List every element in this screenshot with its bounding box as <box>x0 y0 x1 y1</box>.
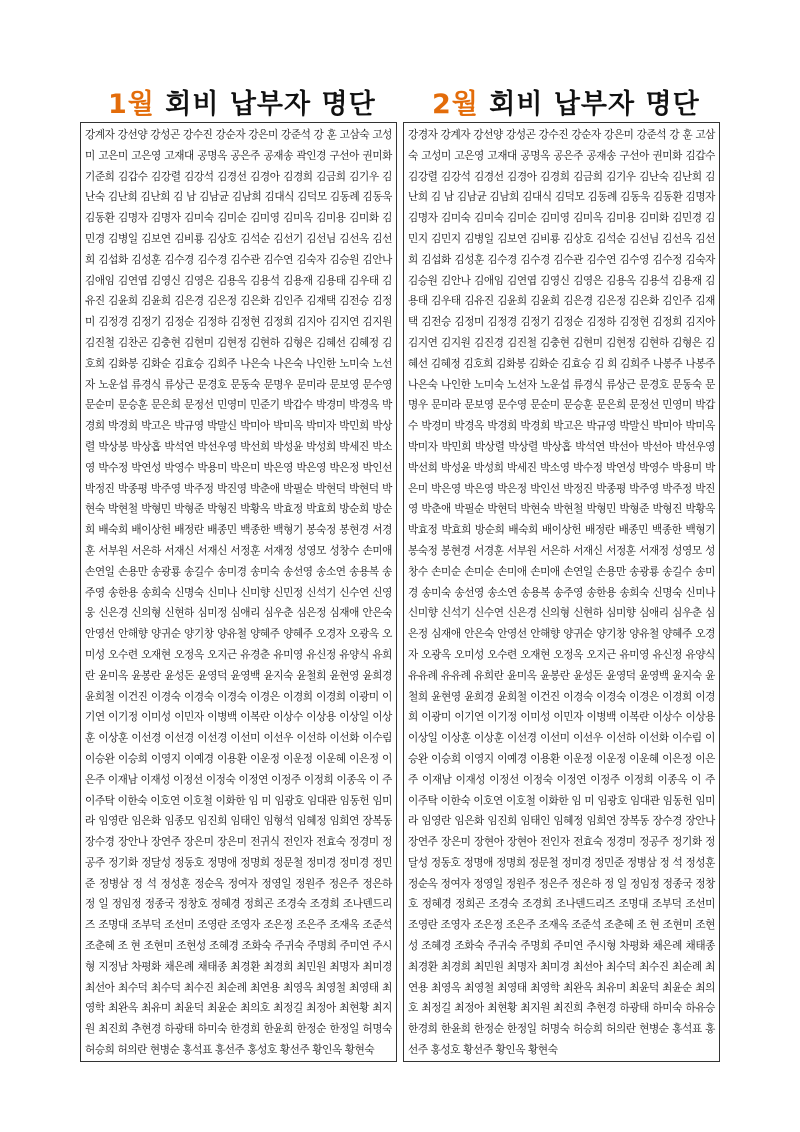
february-month-label: 2월 <box>432 89 479 120</box>
february-name-box <box>403 122 720 1062</box>
february-title-text: 회비 납부자 명단 <box>489 89 700 120</box>
january-name-list: 강계자 강선양 강성곤 강수진 강순자 강은미 강준석 강 훈 고삼숙 고성미 고은미 고은영 고재대 공명옥 공은주 공재송 곽인경 구선아 권미화 기준희 김갑수 김강렬 김강석 김경선 김경아 김경희 김금희 김기우 김난숙 김난희 김난희 김 남 김남균 김남희 김대식 김덕모 김동례 김동욱 김동환 김명자 김명자 김미숙 김미순 김미영 김미옥 김미용 김미화 김민경 김병일 김보연 김비룡 김상호 김석순 김선기 김선님 김선옥 김선희 김섭화 김성훈 김수경 김수경 김수관 김수연 김숙자 김승원 김안나 김애임 김연엽 김영신 김영은 김용옥 김용석 김용재 김용태 김우태 김유진 김윤희 김윤희 김은경 김은정 김은화 김인주 김재택 김전승 김정미 김정경 김정기 김정순 김정하 김정현 김정희 김지아 김지연 김지원 김진철 김찬곤 김충현 김현미 김현정 김현하 김형은 김혜선 김혜정 김호희 김화봉 김화순 김효승 김희주 나은숙 나은숙 나인한 노미숙 노선자 노운섭 류경식 류상근 문경호 문동숙 문명우 문미라 문보영 문수영 문순미 문승훈 문은희 문정선 민영미 민준기 박갑수 박경미 박경옥 박경희 박경희 박고은 박규영 박말신 박미아 박미옥 박미자 박민희 박상렬 박상봉 박상홉 박석연 박선우영 박선희 박성윤 박성희 박세진 박소영 박수정 박연성 박영수 박용미 박은미 박은영 박은영 박은정 박인선 박정진 박종평 박주영 박주정 박진영 박춘애 박필순 박현덕 박현덕 박현숙 박현철 박형민 박형준 박형진 박황옥 박효정 박효희 방순희 방순희 배숙희 배이상헌 배정란 배종민 백종한 백형기 봉숙정 봉현경 서경훈 서부원 서은하 서재신 서재신 서정훈 서재정 성영모 성창수 손미애 손연일 손용만 송광룡 송길수 송미경 송미숙 송선영 송소연 송용복 송주영 송한용 송희숙 신명숙 신미나 신미향 신민정 신석기 신수연 신영웅 신은경 신의형 신현하 심미정 심애리 심우춘 심은정 심재애 안은숙 안영선 안해향 양귀순 양기창 양유철 양혜주 양혜주 오경자 오광옥 오미성 오수련 오재현 오정옥 오지근 유경춘 유미영 유신정 유양식 유희란 윤미옥 윤봉란 윤성돈 윤영덕 윤영백 윤지숙 윤철희 윤현영 윤희경 윤희철 이건진 이경숙 이경숙 이경숙 이경은 이경희 이경희 이광미 이기연 이기정 이미성 이민자 이병백 이복란 이상수 이상용 이상일 이상훈 이상훈 이선경 이선경 이선경 이선미 이선우 이선하 이선화 이수림 이승완 이승희 이영지 이예경 이용환 이운정 이운정 이운혜 이은정 이은주 이재남 이재성 이정선 이정숙 이정연 이정주 이정희 이종옥 이 주 이주탁 이한숙 이호연 이호철 이화한 임 미 임광호 임대관 임동헌 임미라 임영란 임은화 임종모 임진희 임태인 임형석 임혜정 임희연 장복동 장수경 장안나 장연주 장은미 장은미 전귀식 전인자 전효숙 정경미 정공주 정기화 정달성 정동호 정명애 정명희 정문철 정미경 정미경 정민준 정병삼 정 석 정성훈 정순옥 정여자 정영일 정원주 정은주 정은하 정 일 정임정 정종국 정창호 정혜경 정희곤 조경숙 조경희 조나덴드리즈 조명대 조부덕 조선미 조영란 조영자 조은정 조은주 조재옥 조준석 조춘혜 조 현 조현미 조현성 조혜경 조화숙 주귀숙 주명희 주미연 주시형 지정남 차평화 채은례 채태종 최경환 최경희 최민원 최명자 최미경 최선아 최수덕 최수덕 최수진 최순례 최연용 최영옥 최영철 최영태 최영학 최완옥 최유미 최윤덕 최윤순 최의호 최정길 최정아 최현황 최지원 최진희 추현경 하광태 하미숙 한경희 한윤희 한정순 한정일 허명숙 허승희 허의란 현병순 홍석표 홍선주 홍성호 황선주 황인옥 황현숙 <box>85 129 392 1057</box>
january-month-label: 1월 <box>108 89 155 120</box>
january-name-box <box>80 122 397 1062</box>
february-name-list: 강경자 강계자 강선양 강성곤 강수진 강순자 강은미 강준석 강 훈 고삼숙 고성미 고은영 고재대 공명옥 공은주 공재송 구선아 권미화 김갑수 김강렬 김강석 김경선 김경아 김경희 김금희 김기우 김난숙 김난희 김난희 김 남 김남균 김남희 김대식 김덕모 김동례 김동욱 김동환 김명자 김명자 김미숙 김미숙 김미순 김미영 김미옥 김미용 김미화 김민경 김민지 김민지 김병일 김보연 김비룡 김상호 김석순 김선님 김선옥 김선희 김섭화 김성훈 김수경 김수경 김수관 김수연 김수영 김수정 김숙자 김승원 김안나 김애임 김연엽 김영신 김영은 김용옥 김용석 김용재 김용태 김우태 김유진 김윤희 김윤희 김은경 김은정 김은화 김인주 김재택 김전승 김정미 김정경 김정기 김정순 김정하 김정현 김정희 김지아 김지연 김지원 김진경 김진철 김충현 김현미 김현정 김현하 김형은 김혜선 김혜정 김호희 김화봉 김화순 김효승 김 희 김희주 나봉주 나봉주 나은숙 나인한 노미숙 노선자 노운섭 류경식 류상근 문경호 문동숙 문명우 문미라 문보영 문수영 문순미 문승훈 문은희 문정선 민영미 박갑수 박경미 박경옥 박경희 박경희 박고은 박규영 박말신 박미아 박미옥 박미자 박민희 박상렬 박상렬 박상홉 박석연 박선아 박선아 박선우영박선희 박성윤 박성희 박세진 박소영 박수정 박연성 박영수 박용미 박은미 박은영 박은영 박은정 박인선 박정진 박종평 박주영 박주정 박진영 박춘애 박필순 박현덕 박현숙 박현철 박형민 박형준 박형진 박황옥 박효정 박효희 방순희 배숙희 배이상헌 배정란 배종민 백종한 백형기 봉숙정 봉현경 서경훈 서부원 서은하 서재신 서정훈 서재정 성영모 성창수 손미순 손미순 손미애 손미애 손연일 손용만 송광룡 송길수 송미경 송미숙 송선영 송소연 송용복 송주영 송한용 송희숙 신명숙 신미나 신미향 신석기 신수연 신은경 신의형 신현하 심미향 심애리 심우춘 심은정 심재애 안은숙 안영선 안해향 양귀순 양기창 양유철 양혜주 오경자 오광옥 오미성 오수련 오재현 오정옥 오지근 유미영 유신정 유양식 유유례 유유례 유희란 윤미옥 윤봉란 윤성돈 윤영덕 윤영백 윤지숙 윤철희 윤현영 윤희경 윤희철 이건진 이경숙 이경숙 이경은 이경희 이경희 이광미 이기연 이기정 이미성 이민자 이병백 이복란 이상수 이상용 이상일 이상훈 이상훈 이선경 이선미 이선우 이선하 이선화 이수림 이승완 이승희 이영지 이예경 이용환 이운정 이운정 이운혜 이은정 이은주 이재남 이재성 이정선 이정숙 이정연 이정주 이정희 이종옥 이 주 이주탁 이한숙 이호연 이호철 이화한 임 미 임광호 임대관 임동헌 임미라 임영란 임은화 임진희 임태인 임혜정 임희연 장복동 장수경 장안나 장연주 장은미 장현아 장현아 전인자 전효숙 정경미 정공주 정기화 정달성 정동호 정명애 정명희 정문철 정미경 정민준 정병삼 정 석 정성훈 정순옥 정여자 정영일 정원주 정은주 정은하 정 일 정임정 정종국 정창호 정혜경 정희곤 조경숙 조경희 조나덴드리즈 조명대 조부덕 조선미 조영란 조영자 조은정 조은주 조재옥 조준석 조춘혜 조 현 조현미 조현성 조혜경 조화숙 주귀숙 주명희 주미연 주시형 차평화 채은례 채태종 최경환 최경희 최민원 최명자 최미경 최선아 최수덕 최수진 최순례 최연용 최영옥 최영철 최영태 최영학 최완옥 최유미 최윤덕 최윤순 최의호 최정길 최정아 최현황 최지원 최진희 추현경 하광태 하미숙 하유승 한경희 한윤희 한정순 한정일 허명숙 허승희 허의란 현병순 홍석표 홍선주 홍성호 황선주 황인옥 황현숙 <box>408 129 715 1057</box>
january-title-text: 회비 납부자 명단 <box>165 89 376 120</box>
february-title <box>432 82 700 122</box>
january-title <box>108 82 376 122</box>
